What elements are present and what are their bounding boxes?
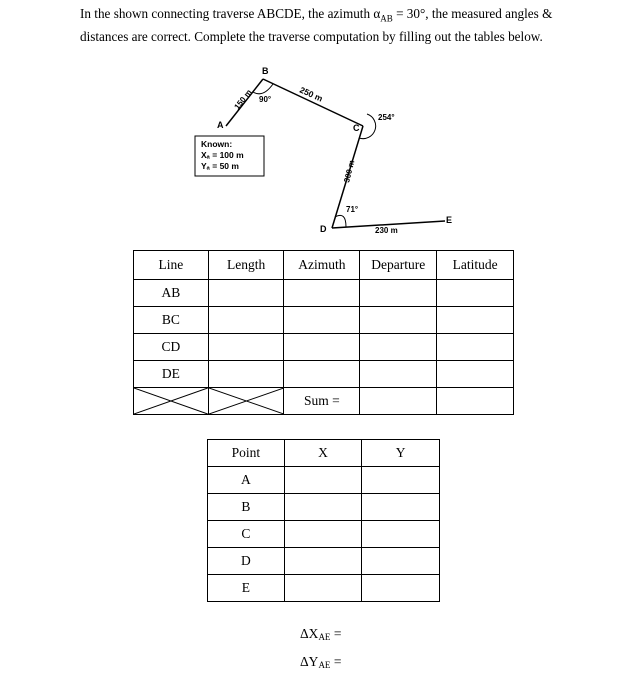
line-name: BC xyxy=(134,307,209,334)
sum-row xyxy=(134,388,514,415)
line-bc xyxy=(263,79,363,126)
line-name: DE xyxy=(134,361,209,388)
table-row xyxy=(208,575,440,602)
point-name: B xyxy=(208,494,285,521)
point-name: C xyxy=(208,521,285,548)
departure-cell[interactable] xyxy=(360,307,437,334)
header-line: Line xyxy=(134,251,209,280)
departure-cell[interactable] xyxy=(360,334,437,361)
angle-label-c: 254° xyxy=(378,113,395,122)
known-xa: Xₐ = 100 m xyxy=(201,150,244,160)
length-cell[interactable] xyxy=(208,307,284,334)
coordinates-table xyxy=(207,439,440,602)
x-cell[interactable] xyxy=(284,521,362,548)
x-cell[interactable] xyxy=(284,467,362,494)
sum-departure-cell[interactable] xyxy=(360,388,437,415)
azimuth-cell[interactable] xyxy=(284,280,360,307)
azimuth-cell[interactable] xyxy=(284,361,360,388)
table-row xyxy=(208,494,440,521)
x-cell[interactable] xyxy=(284,548,362,575)
x-cell[interactable] xyxy=(284,575,362,602)
latitude-cell[interactable] xyxy=(437,334,514,361)
problem-text-part2: = 30°, the measured angles & distances are correct. Complete the traverse computation by filling out the tables below. xyxy=(80,6,553,45)
distance-label-ab: 150 m xyxy=(232,87,254,112)
cross-mark xyxy=(209,388,284,414)
point-name: D xyxy=(208,548,285,575)
known-title: Known: xyxy=(201,139,233,149)
table-row xyxy=(134,334,514,361)
point-label-a: A xyxy=(217,120,224,130)
table-row xyxy=(134,361,514,388)
delta-x-symbol: ΔX xyxy=(300,626,319,641)
table-row xyxy=(208,521,440,548)
y-cell[interactable] xyxy=(362,494,440,521)
traverse-table xyxy=(133,250,514,415)
y-cell[interactable] xyxy=(362,467,440,494)
header-x: X xyxy=(284,440,362,467)
header-length: Length xyxy=(208,251,284,280)
delta-x-formula xyxy=(300,626,341,642)
y-cell[interactable] xyxy=(362,521,440,548)
distance-label-bc: 250 m xyxy=(298,84,325,104)
line-name: AB xyxy=(134,280,209,307)
delta-x-equals: = xyxy=(330,626,342,641)
table-row xyxy=(134,280,514,307)
header-latitude: Latitude xyxy=(437,251,514,280)
delta-y-subscript: AE xyxy=(318,660,331,670)
y-cell[interactable] xyxy=(362,548,440,575)
azimuth-cell[interactable] xyxy=(284,307,360,334)
crossed-cell xyxy=(208,388,284,415)
angle-label-d: 71° xyxy=(346,205,359,214)
point-name: E xyxy=(208,575,285,602)
header-azimuth: Azimuth xyxy=(284,251,360,280)
delta-y-equals: = xyxy=(330,654,342,669)
angle-label-b: 90° xyxy=(259,95,272,104)
cross-mark xyxy=(134,388,208,414)
known-ya: Yₐ = 50 m xyxy=(201,161,239,171)
table-row xyxy=(208,548,440,575)
table-row xyxy=(208,467,440,494)
y-cell[interactable] xyxy=(362,575,440,602)
point-label-c: C xyxy=(353,123,360,133)
length-cell[interactable] xyxy=(208,280,284,307)
header-departure: Departure xyxy=(360,251,437,280)
table-row xyxy=(134,307,514,334)
point-name: A xyxy=(208,467,285,494)
delta-y-formula xyxy=(300,654,341,670)
distance-label-de: 230 m xyxy=(375,226,398,235)
angle-arc-d xyxy=(335,215,346,227)
traverse-diagram xyxy=(0,0,643,250)
problem-text-part1: In the shown connecting traverse ABCDE, the azimuth α xyxy=(80,6,381,21)
delta-y-symbol: ΔY xyxy=(300,654,319,669)
line-name: CD xyxy=(134,334,209,361)
crossed-cell xyxy=(134,388,209,415)
latitude-cell[interactable] xyxy=(437,307,514,334)
point-label-b: B xyxy=(262,66,269,76)
length-cell[interactable] xyxy=(208,361,284,388)
departure-cell[interactable] xyxy=(360,280,437,307)
departure-cell[interactable] xyxy=(360,361,437,388)
point-label-d: D xyxy=(320,224,327,234)
length-cell[interactable] xyxy=(208,334,284,361)
x-cell[interactable] xyxy=(284,494,362,521)
problem-subscript: AB xyxy=(380,13,393,24)
azimuth-cell[interactable] xyxy=(284,334,360,361)
sum-latitude-cell[interactable] xyxy=(437,388,514,415)
header-y: Y xyxy=(362,440,440,467)
distance-label-cd: 300 m xyxy=(342,159,357,184)
angle-arc-c xyxy=(359,114,376,139)
header-point: Point xyxy=(208,440,285,467)
sum-label: Sum = xyxy=(284,388,360,415)
latitude-cell[interactable] xyxy=(437,280,514,307)
latitude-cell[interactable] xyxy=(437,361,514,388)
delta-x-subscript: AE xyxy=(318,632,331,642)
point-label-e: E xyxy=(446,215,453,225)
